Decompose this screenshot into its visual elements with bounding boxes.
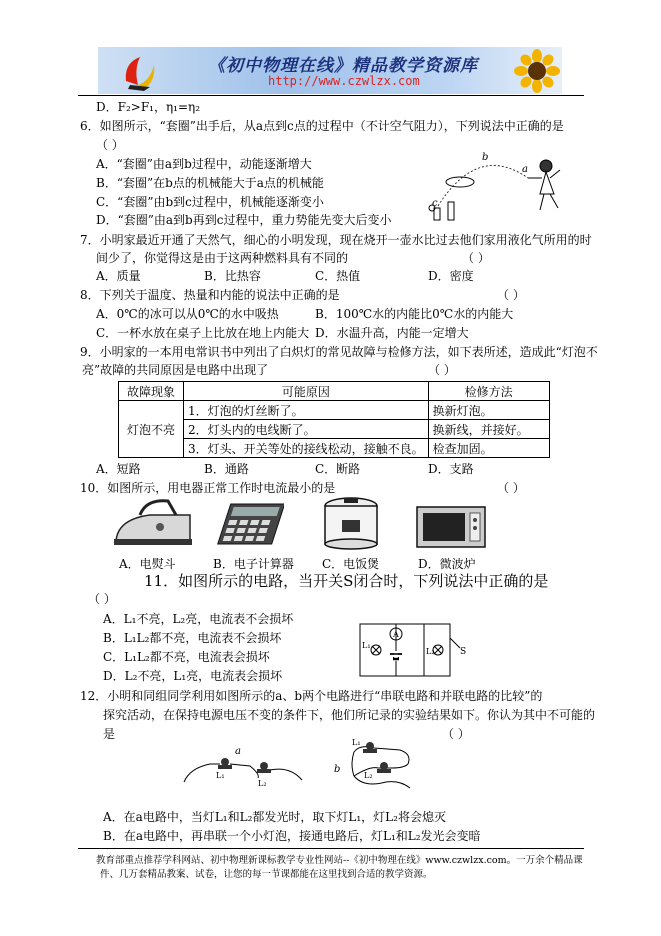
q10-paren: （ ）: [497, 481, 525, 495]
microwave-oven-icon: [414, 504, 488, 550]
q12-option-a: A．在a电路中，当灯L₁和L₂都发光时，取下灯L₁，灯L₂将会熄灭: [103, 810, 446, 824]
q12-circuit-b: [330, 736, 430, 796]
table-cell-cause: 3．灯头、开关等处的接线松动，接触不良。: [184, 439, 429, 458]
q6-stem: 6．如图所示，“套圈”出手后，从a点到c点的过程中（不计空气阻力），下列说法中正确的是: [80, 119, 564, 133]
q12-stem: 12．小明和同组同学利用如图所示的a、b两个电路进行“串联电路和并联电路的比较”的: [80, 689, 543, 703]
rice-cooker-icon: [318, 496, 384, 552]
q11-ammeter-label: A: [393, 630, 399, 639]
q11-fig-label-l2: L₂: [426, 647, 435, 656]
q7-stem: 7．小明家最近开通了天然气，细心的小明发现，现在烧开一壶水比过去他们家用液化气所用的时: [80, 233, 592, 247]
bulb-icon: [218, 758, 232, 769]
q11-circuit-diagram: [356, 618, 474, 680]
table-cell-cause: 1．灯泡的灯丝断了。: [184, 401, 429, 420]
table-cell-fix: 换新线，并接好。: [428, 420, 549, 439]
q8-paren: （ ）: [497, 288, 525, 302]
q6-paren: （ ）: [96, 138, 124, 152]
q12-stem-3: 是: [103, 727, 116, 741]
q12-fig-label-a: a: [235, 746, 241, 757]
q9-option-a: A．短路: [96, 462, 141, 476]
header-rule: [78, 95, 584, 96]
table-header-fix: 检修方法: [428, 382, 549, 401]
q6-option-c: C．“套圈”由b到c过程中，机械能逐渐变小: [96, 195, 324, 209]
table-cell-fix: 换新灯泡。: [428, 401, 549, 420]
q8-option-c: C．一杯水放在桌子上比放在地上内能大: [96, 326, 310, 340]
table-cell-phenomenon: 灯泡不亮: [119, 401, 184, 458]
q8-stem: 8．下列关于温度、热量和内能的说法中正确的是: [80, 288, 340, 302]
q7-option-b: B．比热容: [204, 269, 261, 283]
q12-fig-a-label-l2: L₂: [258, 779, 267, 788]
header-banner: [98, 47, 562, 94]
fault-table: [118, 381, 550, 458]
q12-fig-a-label-l1: L₁: [216, 771, 225, 780]
target-poles-icon: [429, 202, 454, 220]
q9-stem: 9．小明家的一本用电常识书中列出了白炽灯的常见故障与检修方法，如下表所述，造成此“灯泡不: [80, 345, 598, 359]
table-row: [119, 439, 550, 458]
table-cell-fix: 检查加固。: [428, 439, 549, 458]
header-title: 《初中物理在线》精品教学资源库: [208, 56, 478, 76]
q11-option-d: D．L₂不亮，L₁亮，电流表会损坏: [103, 669, 283, 683]
q11-option-a: A．L₁不亮，L₂亮，电流表不会损坏: [103, 612, 294, 626]
q11-switch-label: S: [460, 647, 467, 657]
q12-fig-b-label-l2: L₂: [364, 771, 373, 780]
q10-stem: 10．如图所示，用电器正常工作时电流最小的是: [80, 481, 336, 495]
q7-stem-2: 间少了，你觉得这是由于这两种燃料具有不同的: [96, 251, 349, 265]
q6-ring-toss-figure: [418, 148, 588, 228]
calculator-icon: [214, 500, 284, 548]
table-header-phenomenon: 故障现象: [119, 382, 184, 401]
girl-icon: [528, 160, 560, 210]
q8-option-a: A．0℃的冰可以从0℃的水中吸热: [96, 307, 279, 321]
q12-fig-b-label-l1: L₁: [352, 738, 361, 747]
q11-option-c: C．L₁L₂都不亮，电流表会损坏: [103, 650, 270, 664]
q10-option-a: A．电熨斗: [119, 557, 176, 571]
q9-paren: （ ）: [428, 363, 456, 377]
q8-option-b: B．100℃水的内能比0℃水的内能大: [315, 307, 514, 321]
table-header-cause: 可能原因: [184, 382, 429, 401]
q10-option-c: C．电饭煲: [322, 557, 380, 571]
q12-stem-2: 探究活动，在保持电源电压不变的条件下，他们所记录的实验结果如下。你认为其中不可能的: [103, 708, 596, 722]
bulb-icon: [257, 762, 271, 773]
q10-option-b: B．电子计算器: [213, 557, 294, 571]
footer-rule: [78, 848, 584, 849]
sunflower-icon: [514, 49, 560, 93]
q7-option-a: A．质量: [96, 269, 141, 283]
q10-option-d: D．微波炉: [418, 557, 476, 571]
q9-option-b: B．通路: [204, 462, 249, 476]
q12-circuit-a: [180, 744, 310, 794]
table-header-row: [119, 382, 550, 401]
q6-fig-label-b: b: [482, 152, 489, 163]
q6-option-a: A．“套圈”由a到b过程中，动能逐渐增大: [96, 157, 312, 171]
q11-fig-label-l1: L₁: [362, 641, 371, 650]
bulb-icon: [363, 742, 377, 753]
footer-line-2: 件、几万套精品教案、试卷，让您的每一节课都能在这里找到合适的教学资源。: [100, 869, 433, 880]
q8-option-d: D．水温升高，内能一定增大: [315, 326, 469, 340]
q12-option-b: B．在a电路中，再串联一个小灯泡，接通电路后，灯L₁和L₂发光会变暗: [103, 829, 481, 843]
table-row: [119, 401, 550, 420]
electric-iron-icon: [110, 497, 196, 549]
header-url[interactable]: http://www.czwlzx.com: [268, 74, 420, 88]
q7-paren: （ ）: [462, 251, 490, 265]
q6-fig-label-c: c: [432, 198, 438, 209]
q6-option-d: D．“套圈”由a到b再到c过程中，重力势能先变大后变小: [96, 213, 392, 227]
q9-stem-2: 亮”故障的共同原因是电路中出现了: [82, 363, 269, 377]
q11-option-b: B．L₁L₂都不亮，电流表不会损坏: [103, 631, 282, 645]
footer-line-1: 教育部重点推荐学科网站、初中物理新课标教学专业性网站--《初中物理在线》www.czwlzx.com。一万余个精品课: [96, 855, 583, 866]
q7-option-c: C．热值: [315, 269, 361, 283]
q12-paren: （ ）: [442, 727, 470, 741]
table-row: [119, 420, 550, 439]
q11-stem: 11．如图所示的电路，当开关S闭合时，下列说法中正确的是: [144, 572, 549, 590]
q12-fig-label-b: b: [334, 764, 341, 775]
q9-option-c: C．断路: [315, 462, 361, 476]
site-logo-icon: [120, 51, 160, 91]
q6-option-b: B．“套圈”在b点的机械能大于a点的机械能: [96, 176, 324, 190]
q7-option-d: D．密度: [428, 269, 474, 283]
q6-fig-label-a: a: [522, 164, 528, 175]
q9-option-d: D．支路: [428, 462, 474, 476]
q5-option-d: D．F₂>F₁，η₁=η₂: [96, 100, 201, 114]
q11-paren: （ ）: [88, 592, 116, 606]
table-cell-cause: 2．灯头内的电线断了。: [184, 420, 429, 439]
